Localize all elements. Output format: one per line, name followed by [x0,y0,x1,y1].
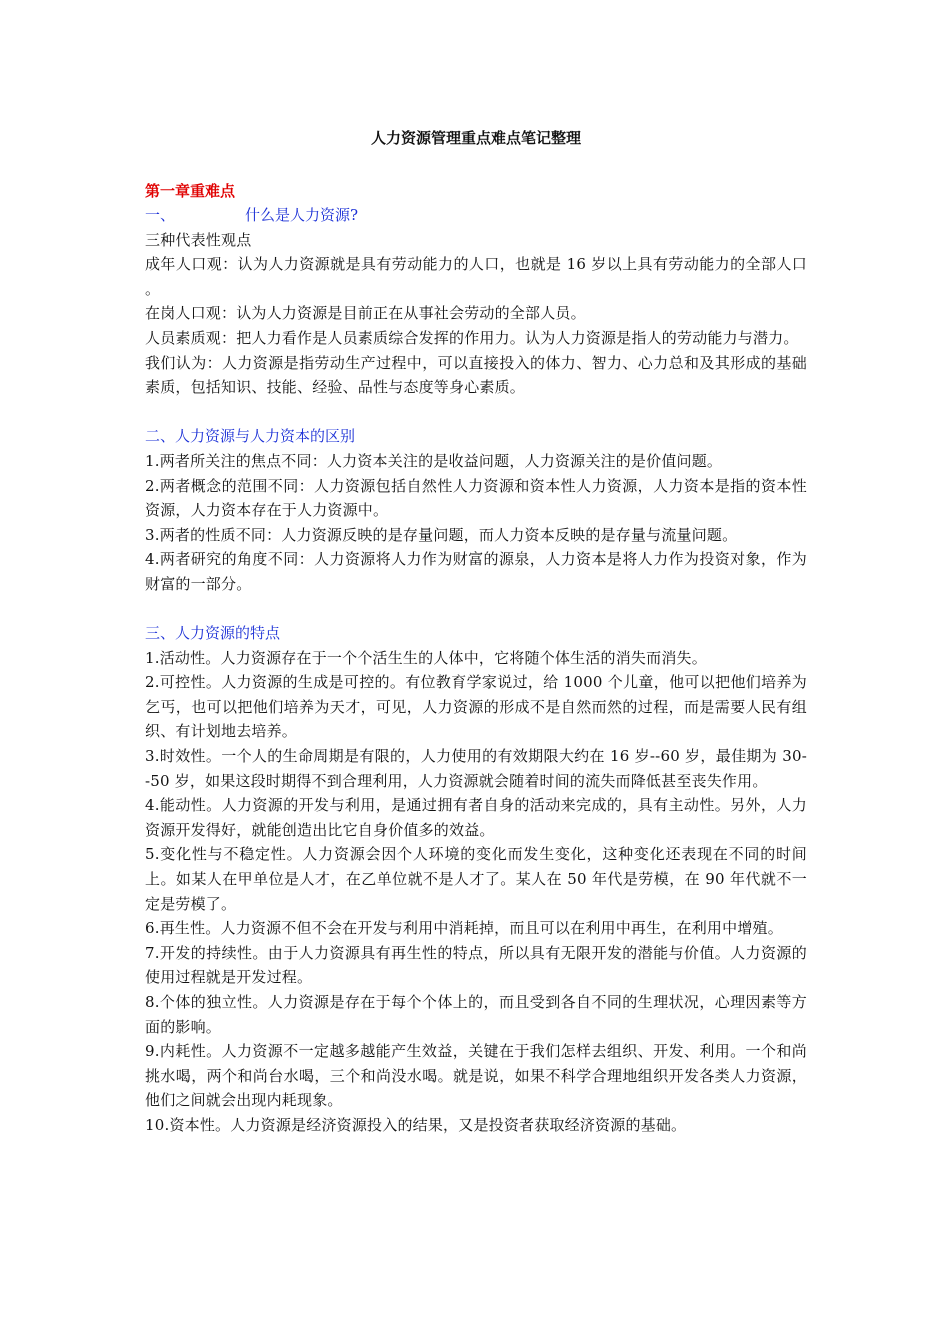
document-body [145,126,807,1138]
paragraph: 3.两者的性质不同：人力资源反映的是存量问题，而人力资本反映的是存量与流量问题。 [145,525,738,544]
section-number: 一、 [145,206,176,224]
paragraph: 2.两者概念的范围不同：人力资源包括自然性人力资源和资本性人力资源，人力资本是指的资本性资源，人力资本存在于人力资源中。 [145,476,807,520]
paragraph: 2.可控性。人力资源的生成是可控的。有位教育学家说过，给 1000 个儿童，他可以把他们培养为乞丐，也可以把他们培养为天才，可见，人力资源的形成不是自然而然的过程，而是需要人民有组织、有计划地去培养。 [145,673,807,741]
section-heading-3: 三、人力资源的特点 [145,624,281,643]
paragraph: 7.开发的持续性。由于人力资源具有再生性的特点，所以具有无限开发的潜能与价值。人力资源的使用过程就是开发过程。 [145,943,807,987]
paragraph: 4.能动性。人力资源的开发与利用，是通过拥有者自身的活动来完成的，具有主动性。另外，人力资源开发得好，就能创造出比它自身价值多的效益。 [145,796,807,839]
section-title: 什么是人力资源? [245,206,359,224]
paragraph: 5.变化性与不稳定性。人力资源会因个人环境的变化而发生变化，这种变化还表现在不同的时间上。如某人在甲单位是人才，在乙单位就不是人才了。某人在 50 年代是劳模，在 90 年代就不一定是劳模了。 [145,845,807,913]
paragraph: 三种代表性观点 [145,230,252,249]
chapter-heading: 第一章重难点 [145,182,236,200]
section-heading-1 [145,203,807,228]
paragraph: 9.内耗性。人力资源不一定越多越能产生效益，关键在于我们怎样去组织、开发、利用。一个和尚挑水喝，两个和尚台水喝，三个和尚没水喝。就是说，如果不科学合理地组织开发各类人力资源，他们之间就会出现内耗现象。 [145,1042,807,1110]
paragraph: 在岗人口观：认为人力资源是目前正在从事社会劳动的全部人员。 [145,304,586,323]
blank-line [145,400,807,425]
paragraph: 我们认为：人力资源是指劳动生产过程中，可以直接投入的体力、智力、心力总和及其形成的基础素质，包括知识、技能、经验、品性与态度等身心素质。 [145,353,807,397]
blank-line [145,597,807,622]
paragraph: 4.两者研究的角度不同：人力资源将人力作为财富的源泉，人力资本是将人力作为投资对象，作为财富的一部分。 [145,550,807,593]
paragraph: 6.再生性。人力资源不但不会在开发与利用中消耗掉，而且可以在利用中再生，在利用中增殖。 [145,919,783,938]
section-heading-2: 二、人力资源与人力资本的区别 [145,427,356,446]
paragraph: 1.两者所关注的焦点不同：人力资本关注的是收益问题，人力资源关注的是价值问题。 [145,451,723,470]
paragraph: 人员素质观：把人力看作是人员素质综合发挥的作用力。认为人力资源是指人的劳动能力与潜力。 [145,328,799,347]
paragraph: 10.资本性。人力资源是经济资源投入的结果，又是投资者获取经济资源的基础。 [145,1115,687,1134]
paragraph: 1.活动性。人力资源存在于一个个活生生的人体中，它将随个体生活的消失而消失。 [145,648,707,667]
paragraph: 成年人口观：认为人力资源就是具有劳动能力的人口，也就是 16 岁以上具有劳动能力的全部人口 。 [145,255,807,298]
document-title: 人力资源管理重点难点笔记整理 [370,129,581,147]
paragraph: 8.个体的独立性。人力资源是存在于每个个体上的，而且受到各自不同的生理状况，心理因素等方面的影响。 [145,993,807,1036]
paragraph: 3.时效性。一个人的生命周期是有限的，人力使用的有效期限大约在 16 岁--60 岁，最佳期为 30--50 岁，如果这段时期得不到合理利用，人力资源就会随着时间的流失而降低甚至丧失作用。 [145,747,807,790]
